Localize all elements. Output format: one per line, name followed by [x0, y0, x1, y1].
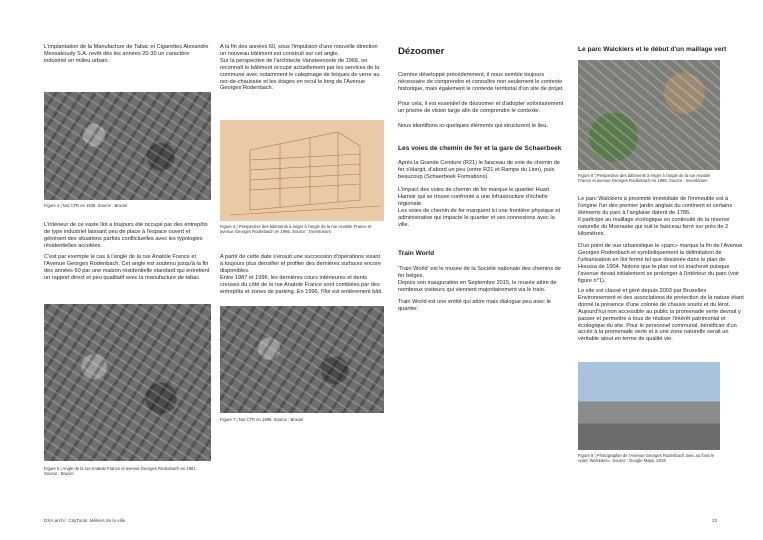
heading-parc-walckiers: Le parc Walckiers et le début d'un maillage vert: [578, 46, 727, 53]
col3-paragraph-5: L'impact des voies de chemin de fer marque le quartier Huart Hamoir qui se trouve confronté à une infrastructure d'échelle régionale. Les voies de chemin de fer marquent ici une frontière physique et administrative qui impacte le quartier et ses connexions avec la ville.: [398, 187, 561, 228]
col2-paragraph-2: A partir de cette date s'ensuit une succession d'opérations visant à toujours plus densifier et profiter des dernières surfaces encore disponibles. Entre 1987 et 1996, les dernières cours intérieures et dents creuses du côté de la rue Anatole France sont comblées par des entrepôts et zones de parking. En 1996, l'îlot est entièrement bâti.: [220, 254, 383, 295]
page-number: 23: [712, 518, 718, 523]
col4-paragraph-2: D'un point de vue urbanistique le «parc» marque la fin de l'Avenue Georges Rodenbach et symboliquement la délimitation de l'urbanisation en îlot fermé tel que dessinée dans le plan de Houssa de 1904. Notons que le plan est ici inachevé puisque l'avenue devait initialement se prolonger à l'intérieur du parc (voir figure n°1).: [578, 243, 743, 284]
col3-paragraph-7: Train World est une entité qui attire mais dialogue peu avec le quartier.: [398, 299, 551, 312]
heading-train-world: Train World: [398, 250, 435, 257]
street-view-photo: [578, 362, 720, 450]
col3-paragraph-1: Comme développé précédemment, il nous semble toujours nécessaire de comprendre et connaître non seulement le contexte historique, mais également le contexte territorial d'un site de projet.: [398, 72, 564, 92]
aerial-photo-1996: [220, 306, 384, 413]
col1-paragraph-3: C'est par exemple le cas à l'angle de la rue Anatole France et l'Avenue Georges Rodenbach. Cet angle est soutenu jusqu'à la fin des années 60 par une maison résidentielle standard qui entretient un rapport direct et peu qualitatif avec la manufacture de tabac.: [44, 254, 210, 281]
aerial-photo-park: [578, 60, 720, 170]
aerial-photo-1961: [44, 304, 211, 461]
figure-6-caption: Figure 6 | Perspective des bâtiments à ériger à l'angle de la rue Anatole France et avenue Georges Rodenbach en 1966. Source : Inventorium: [220, 224, 372, 235]
heading-railways: Les voies de chemin de fer et la gare de Schaerbeek: [398, 145, 562, 152]
footer-left: DXA.archi : CityTools. Métiers de la ville: [44, 518, 126, 523]
col1-paragraph-2: L'intérieur de ce vaste îlot a toujours été occupé par des entrepôts de type industriel laissant peu de place à l'espace ouvert et générant des situations parfois conflictuelles avec les typologies résidentielles accolées.: [44, 222, 208, 249]
figure-9-caption: Figure 9 | Photographie de l'Avenue Georges Rodenbach avec au fond le «parc Walckiers». Source : Google Maps, 2019: [578, 453, 714, 464]
col3-paragraph-2: Pour cela, il est essentiel de dézoomer et d'adopter volontairement un prisme de vision large afin de comprendre le contexte.: [398, 101, 564, 114]
col4-paragraph-3: Le site est classé et géré depuis 2003 par Bruxelles Environnement et des associations de protection de la nature étant donné la présence d'une colonie de chauve souris et du lérot. Aujourd'hui non accessible au public la promenade verte devrait y passer et permettre à tous de réaliser l'intérêt patrimonial et écologique du site. Pour le personnel communal, bénéficier d'un accès à la promenade verte et à une zone naturelle serait un véritable atout en terme de qualité vie.: [578, 288, 744, 343]
figure-7-caption: Figure 7 | Not CTR en 1996. Source : Bruciel: [220, 417, 304, 422]
figure-4-caption: Figure 4 | Not CTR en 1935. Source : Bruciel: [44, 203, 128, 208]
sketch-lines: [220, 120, 384, 221]
section-title-dezoomer: Dézoomer: [398, 46, 445, 57]
col3-paragraph-3: Nous identifions ici quelques éléments qui structurent le lieu.: [398, 123, 548, 129]
col2-paragraph-1: A la fin des années 60, sous l'impulsion d'une nouvelle direction un nouveau bâtiment est construit sur cet angle. Sur la perspective de l'architecte Vansteenoote de 1966, on reconnaît le bâtiment occupé actuellement par les services de la commune avec notamment le calepinage de briques de verre au rez-de-chaussée et les étages en recul le long de l'Avenue Georges Rodenbach.: [220, 44, 380, 92]
figure-8-caption: Figure 8 | Perspective des bâtiments à ériger à l'angle de la rue Anatole France et avenue Georges Rodenbach en 1966. Source : Inventorium: [578, 173, 711, 184]
architect-perspective-sketch: [220, 120, 384, 221]
col3-paragraph-6: 'Train World' est le musée de la Société nationale des chemins de fer belges. Depuis son inauguration en Septembre 2015, le musée attire de nombreux visiteurs qui viennent majoritairement via le train.: [398, 266, 561, 293]
col1-intro: L'implantation de la Manufacture de Tabac et Cigarettes Alexandre Messakoudy S.A. revêt dès les années 20-30 un caractère industriel en milieu urbain.: [44, 44, 209, 64]
col4-paragraph-1: Le parc Walckiers à proximité immédiate de l'immeuble est à l'origine l'un des premier jardin anglais du continent et certains éléments du parc à l'anglaise datent de 1786. Il participe au maillage écologique en continuité de la réserve naturelle du Moeraske qui suit le faisceau ferré sur près de 2 kilomètres.: [578, 196, 733, 237]
figure-5-caption: Figure 5 | Angle de la rue Anatole France et avenue Georges Rodenbach en 1961. Source : Bruciel: [44, 466, 197, 477]
col3-paragraph-4: Après la Grande Ceinture (R21) le faisceau de voie de chemin de fer s'élargit, d'abord un peu (entre R21 et Rampe du Lion), puis beaucoup (Schaerbeek Formations).: [398, 160, 560, 180]
aerial-photo-1935: [44, 92, 211, 200]
